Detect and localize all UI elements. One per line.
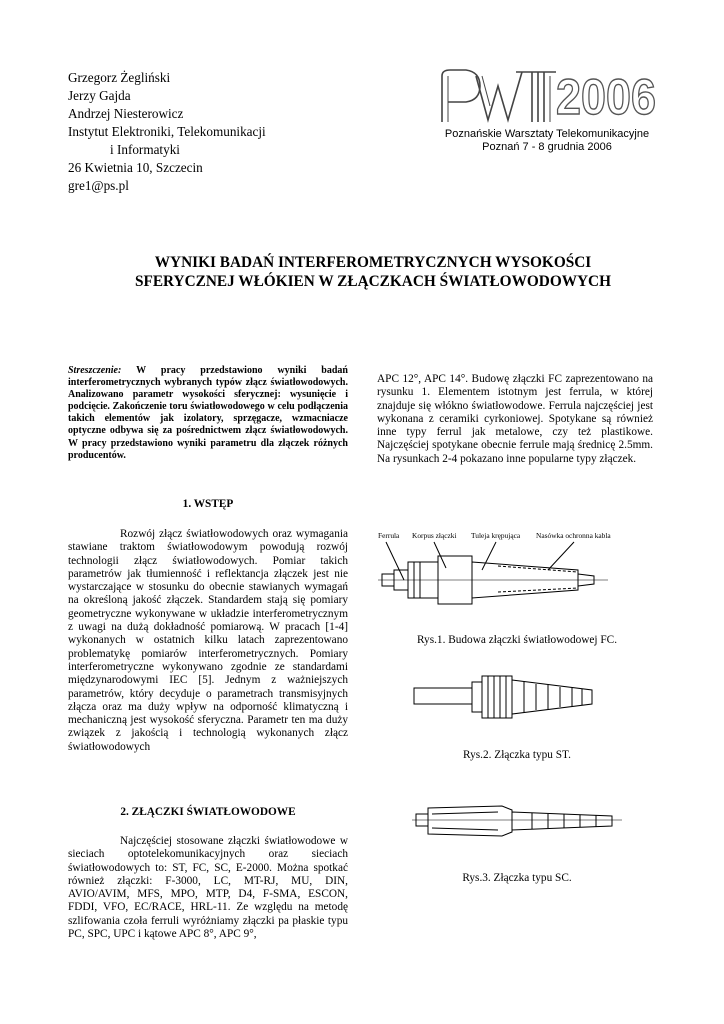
title-line-2: SFERYCZNEJ WŁÓKIEN W ZŁĄCZKACH ŚWIATŁOWODOWYCH (134, 273, 612, 290)
email: gre1@ps.pl (68, 178, 129, 193)
author-name: Jerzy Gajda (68, 88, 131, 103)
figure-1-label-boot: Nasówka ochronna kabla (536, 531, 611, 540)
conference-name (420, 128, 674, 153)
section-2-text: Najczęściej stosowane złączki światłowodowe w sieciach optotelekomunikacyjnych oraz sieciach światłowodowych to: ST, FC, SC, E-2000. Można spotkać również złączki: F-3000, LC, MT-RJ, MU, DIN, AVIO/AVIM, MFS, MPO, MTP, D4, F-SMA, ESCON, FDDI, VFO, EC/RACE, HRL-11. Ze względu na metodę szlifowania czoła ferruli wyróżniamy złączki pa płaskie typu PC, SPC, UPC i kątowe APC 8°, APC 9°, (68, 835, 348, 941)
paper-title (60, 253, 686, 291)
right-column-body (377, 373, 653, 466)
abstract-text: W pracy przedstawiono wyniki badań interferometrycznych wybranych typów złącz światłowodowych. Analizowano parametr wysokości sferycznej: wysunięcie i podcięcie. Zakończenie toru światłowodowego w celu podłączenia takich elementów jak izolatory, sprzęgacze, wzmacniacze optyczne odbywa się za pośrednictwem złącz światłowodowych. W pracy przedstawiono wyniki parametru dla złączek różnych producentów. (68, 365, 348, 461)
conference-subtitle: Poznańskie Warsztaty Telekomunikacyjne (444, 128, 650, 140)
figure-2-st-connector (412, 672, 602, 724)
figure-1-caption: Rys.1. Budowa złączki światłowodowej FC. (416, 634, 618, 646)
section-1-text: Rozwój złącz światłowodowych oraz wymagania stawiane traktom światłowodowym powodują rozwój technologii złącz światłowodowych. Pomiar takich parametrów jak tłumienność i reflektancja złączek jest nie wystarczające w stosunku do obecnie stawianych wymagań na określoną jakość złączek. Standardem stają się pomiary geometryczne wykonywane w układzie interferometrycznym z uwagi na dużą dokładność pomiarową. W pracach [1-4] wykonanych w ostatnich kilku latach zaprezentowano problematykę pomiarów interferometrycznych. Pomiary interferometryczne wykonywano zgodnie ze standardami międzynarodowymi IEC [5]. Jednym z ważniejszych parametrów, który decyduje o parametrach transmisyjnych złącza oraz ma duży wpływ na odporność klimatyczną i mechaniczną jest wysokość sferyczna. Parametr ten ma duży związek z jakością i technologią wykonanych złącz światłowodowych (68, 528, 348, 753)
title-line-1: WYNIKI BADAŃ INTERFEROMETRYCZNYCH WYSOKOŚCI (154, 254, 592, 271)
institute-name: Instytut Elektroniki, Telekomunikacji (68, 124, 266, 139)
conference-date: Poznań 7 - 8 grudnia 2006 (482, 140, 612, 153)
institute-name-cont: i Informatyki (110, 142, 180, 157)
author-name: Andrzej Niesterowicz (68, 106, 184, 121)
figure-1-fc-connector (378, 540, 648, 610)
section-2-body (68, 835, 348, 941)
figure-3-caption: Rys.3. Złączka typu SC. (462, 872, 572, 884)
figure-1-label-sleeve: Tuleja krępująca (471, 531, 521, 540)
logo-year: 2006 (556, 69, 656, 125)
figure-3-sc-connector (412, 800, 624, 844)
section-1-body (68, 528, 348, 754)
figure-1-label-body: Korpus złączki (412, 531, 457, 540)
address: 26 Kwietnia 10, Szczecin (68, 160, 203, 175)
author-block (68, 69, 266, 195)
section-2-heading: 2. ZŁĄCZKI ŚWIATŁOWODOWE (120, 806, 296, 818)
figure-2-caption: Rys.2. Złączka typu ST. (463, 749, 571, 761)
right-column-text: APC 12°, APC 14°. Budowę złączki FC zaprezentowano na rysunku 1. Elementem istotnym jest ferrula, w której znajduje się włókno światłowodowe. Ferrula najczęściej jest wykonana z ceramiki cyrkoniowej. Spotykane są również inne typy ferrul jak metalowe, czy też plastikowe. Najczęściej spotykane obecnie ferrule mają średnicę 2.5mm. Na rysunkach 2-4 pokazano inne popularne typy złączek. (377, 373, 653, 465)
section-1-heading: 1. WSTĘP (182, 498, 234, 510)
figure-1-label-ferrula: Ferrula (378, 531, 400, 540)
author-name: Grzegorz Żegliński (68, 70, 171, 85)
abstract-label: Streszczenie: (68, 365, 122, 376)
abstract (68, 365, 348, 462)
